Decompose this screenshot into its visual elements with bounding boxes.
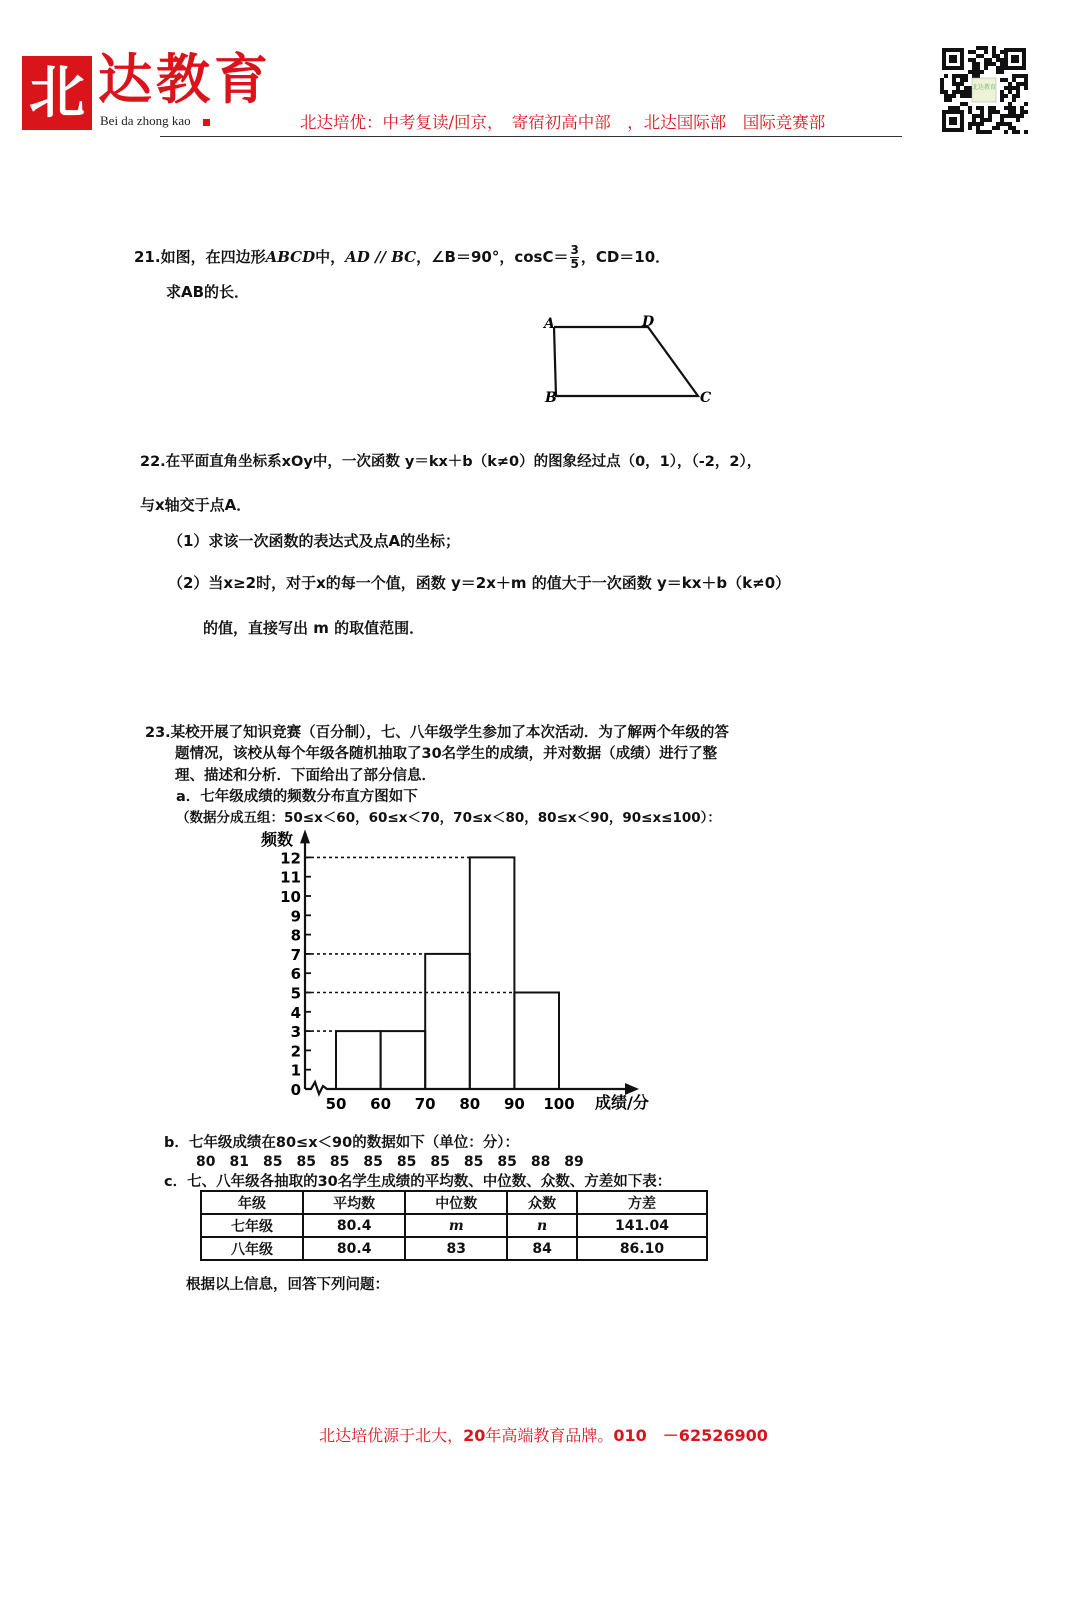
qr-code [940, 46, 1028, 134]
histogram-ylabel: 频数 [261, 830, 294, 849]
y-tick-label: 7 [290, 945, 301, 964]
q22-part1: （1）求该一次函数的表达式及点A的坐标； [168, 532, 461, 550]
logo-dot [203, 119, 210, 126]
y-tick-label: 10 [280, 888, 301, 906]
logo-pinyin: Bei da zhong kao [100, 113, 191, 128]
histogram-xlabel: 成绩/分 [595, 1093, 649, 1112]
q23-part-b-data: 80 81 85 85 85 85 85 85 85 85 88 89 [196, 1154, 584, 1170]
logo-mark: 北 [22, 56, 92, 130]
q23-part-a-groups: （数据分成五组：50≤x＜60，60≤x＜70，70≤x＜80，80≤x＜90，90≤x≤100）： [176, 810, 721, 826]
logo-name: 达教育 [98, 47, 272, 111]
y-tick-label: 4 [290, 1003, 301, 1022]
q23-line3: 理、描述和分析．下面给出了部分信息． [175, 768, 436, 784]
y-tick-label: 1 [290, 1061, 301, 1080]
table-header: 年级 [201, 1191, 303, 1214]
label-c: C [700, 390, 712, 406]
x-tick-label: 80 [459, 1095, 481, 1113]
table-cell: n [507, 1214, 577, 1237]
table-cell: 141.04 [577, 1214, 707, 1237]
q23-line1: 23.某校开展了知识竞赛（百分制），七、八年级学生参加了本次活动．为了解两个年级的答 [145, 725, 729, 741]
table-header: 众数 [507, 1191, 577, 1214]
stats-table [200, 1190, 708, 1261]
x-tick-label: 100 [543, 1095, 575, 1113]
x-tick-label: 50 [325, 1095, 347, 1113]
table-cell: 80.4 [303, 1237, 405, 1260]
histogram-bar [470, 857, 515, 1089]
table-cell: m [405, 1214, 507, 1237]
q22-line1: 22.在平面直角坐标系xOy中，一次函数 y＝kx＋b（k≠0）的图象经过点（0，1），（-2，2）， [140, 454, 762, 470]
table-header: 平均数 [303, 1191, 405, 1214]
q22-part2b: 的值，直接写出 m 的取值范围． [203, 619, 425, 637]
y-tick-label: 9 [290, 907, 301, 926]
table-cell: 84 [507, 1237, 577, 1260]
table-header-row [201, 1191, 707, 1214]
x-tick-label: 70 [414, 1095, 436, 1113]
y-tick-label: 11 [280, 868, 301, 887]
table-cell: 80.4 [303, 1214, 405, 1237]
table-header: 中位数 [405, 1191, 507, 1214]
cos-fraction: $\frac{3}{5}$ [570, 243, 579, 271]
y-tick-label: 8 [290, 926, 301, 945]
label-a: A [544, 316, 555, 332]
q23-part-b-title: b．七年级成绩在80≤x＜90的数据如下（单位：分）： [164, 1135, 519, 1151]
x-tick-label: 90 [503, 1095, 525, 1113]
table-cell: 86.10 [577, 1237, 707, 1260]
label-b: B [545, 390, 557, 406]
table-cell: 八年级 [201, 1237, 303, 1260]
q23-part-c-title: c．七、八年级各抽取的30名学生成绩的平均数、中位数、众数、方差如下表： [164, 1174, 672, 1190]
histogram-bar [381, 1031, 426, 1089]
table-cell: 83 [405, 1237, 507, 1260]
q22-line2: 与x轴交于点A． [140, 496, 252, 514]
x-tick-label: 60 [370, 1095, 392, 1113]
q21-quadrilateral-figure [540, 310, 715, 410]
y-tick-label: 6 [290, 965, 301, 984]
y-tick-label: 2 [290, 1042, 301, 1061]
y-tick-label: 0 [290, 1081, 301, 1099]
histogram-bar [336, 1031, 381, 1089]
q23-closing: 根据以上信息，回答下列问题： [186, 1277, 389, 1293]
footer: 北达培优源于北大，20年高端教育品牌。010 －62526900 [319, 1426, 768, 1445]
header-slogan: 北达培优：中考复读/回京， 寄宿初高中部 ，北达国际部 国际竞赛部 [300, 113, 826, 132]
q23-part-a-title: a．七年级成绩的频数分布直方图如下 [176, 789, 418, 805]
q21-line1: 21.如图，在四边形ABCD中，AD // BC，∠B＝90°，cosC＝ $\frac{3}{5}$ ，CD＝10． [134, 243, 671, 271]
table-row [201, 1214, 707, 1237]
header-divider [160, 136, 902, 137]
y-tick-label: 12 [280, 849, 301, 868]
histogram-bar [514, 993, 559, 1090]
qr-center-text: 北达教育 [971, 84, 997, 91]
x-axis [305, 1082, 629, 1094]
y-tick-label: 5 [290, 984, 301, 1003]
label-d: D [642, 314, 655, 330]
histogram-bar [425, 954, 470, 1089]
y-axis-arrow [300, 829, 310, 843]
q21-line2: 求AB的长． [166, 283, 250, 301]
y-tick-label: 3 [290, 1023, 301, 1042]
table-cell: 七年级 [201, 1214, 303, 1237]
q22-part2a: （2）当x≥2时，对于x的每一个值，函数 y＝2x＋m 的值大于一次函数 y＝kx＋b（k≠0） [168, 574, 791, 592]
table-row [201, 1237, 707, 1260]
histogram-chart [255, 826, 675, 1116]
q23-line2: 题情况，该校从每个年级各随机抽取了30名学生的成绩，并对数据（成绩）进行了整 [175, 746, 718, 762]
table-header: 方差 [577, 1191, 707, 1214]
